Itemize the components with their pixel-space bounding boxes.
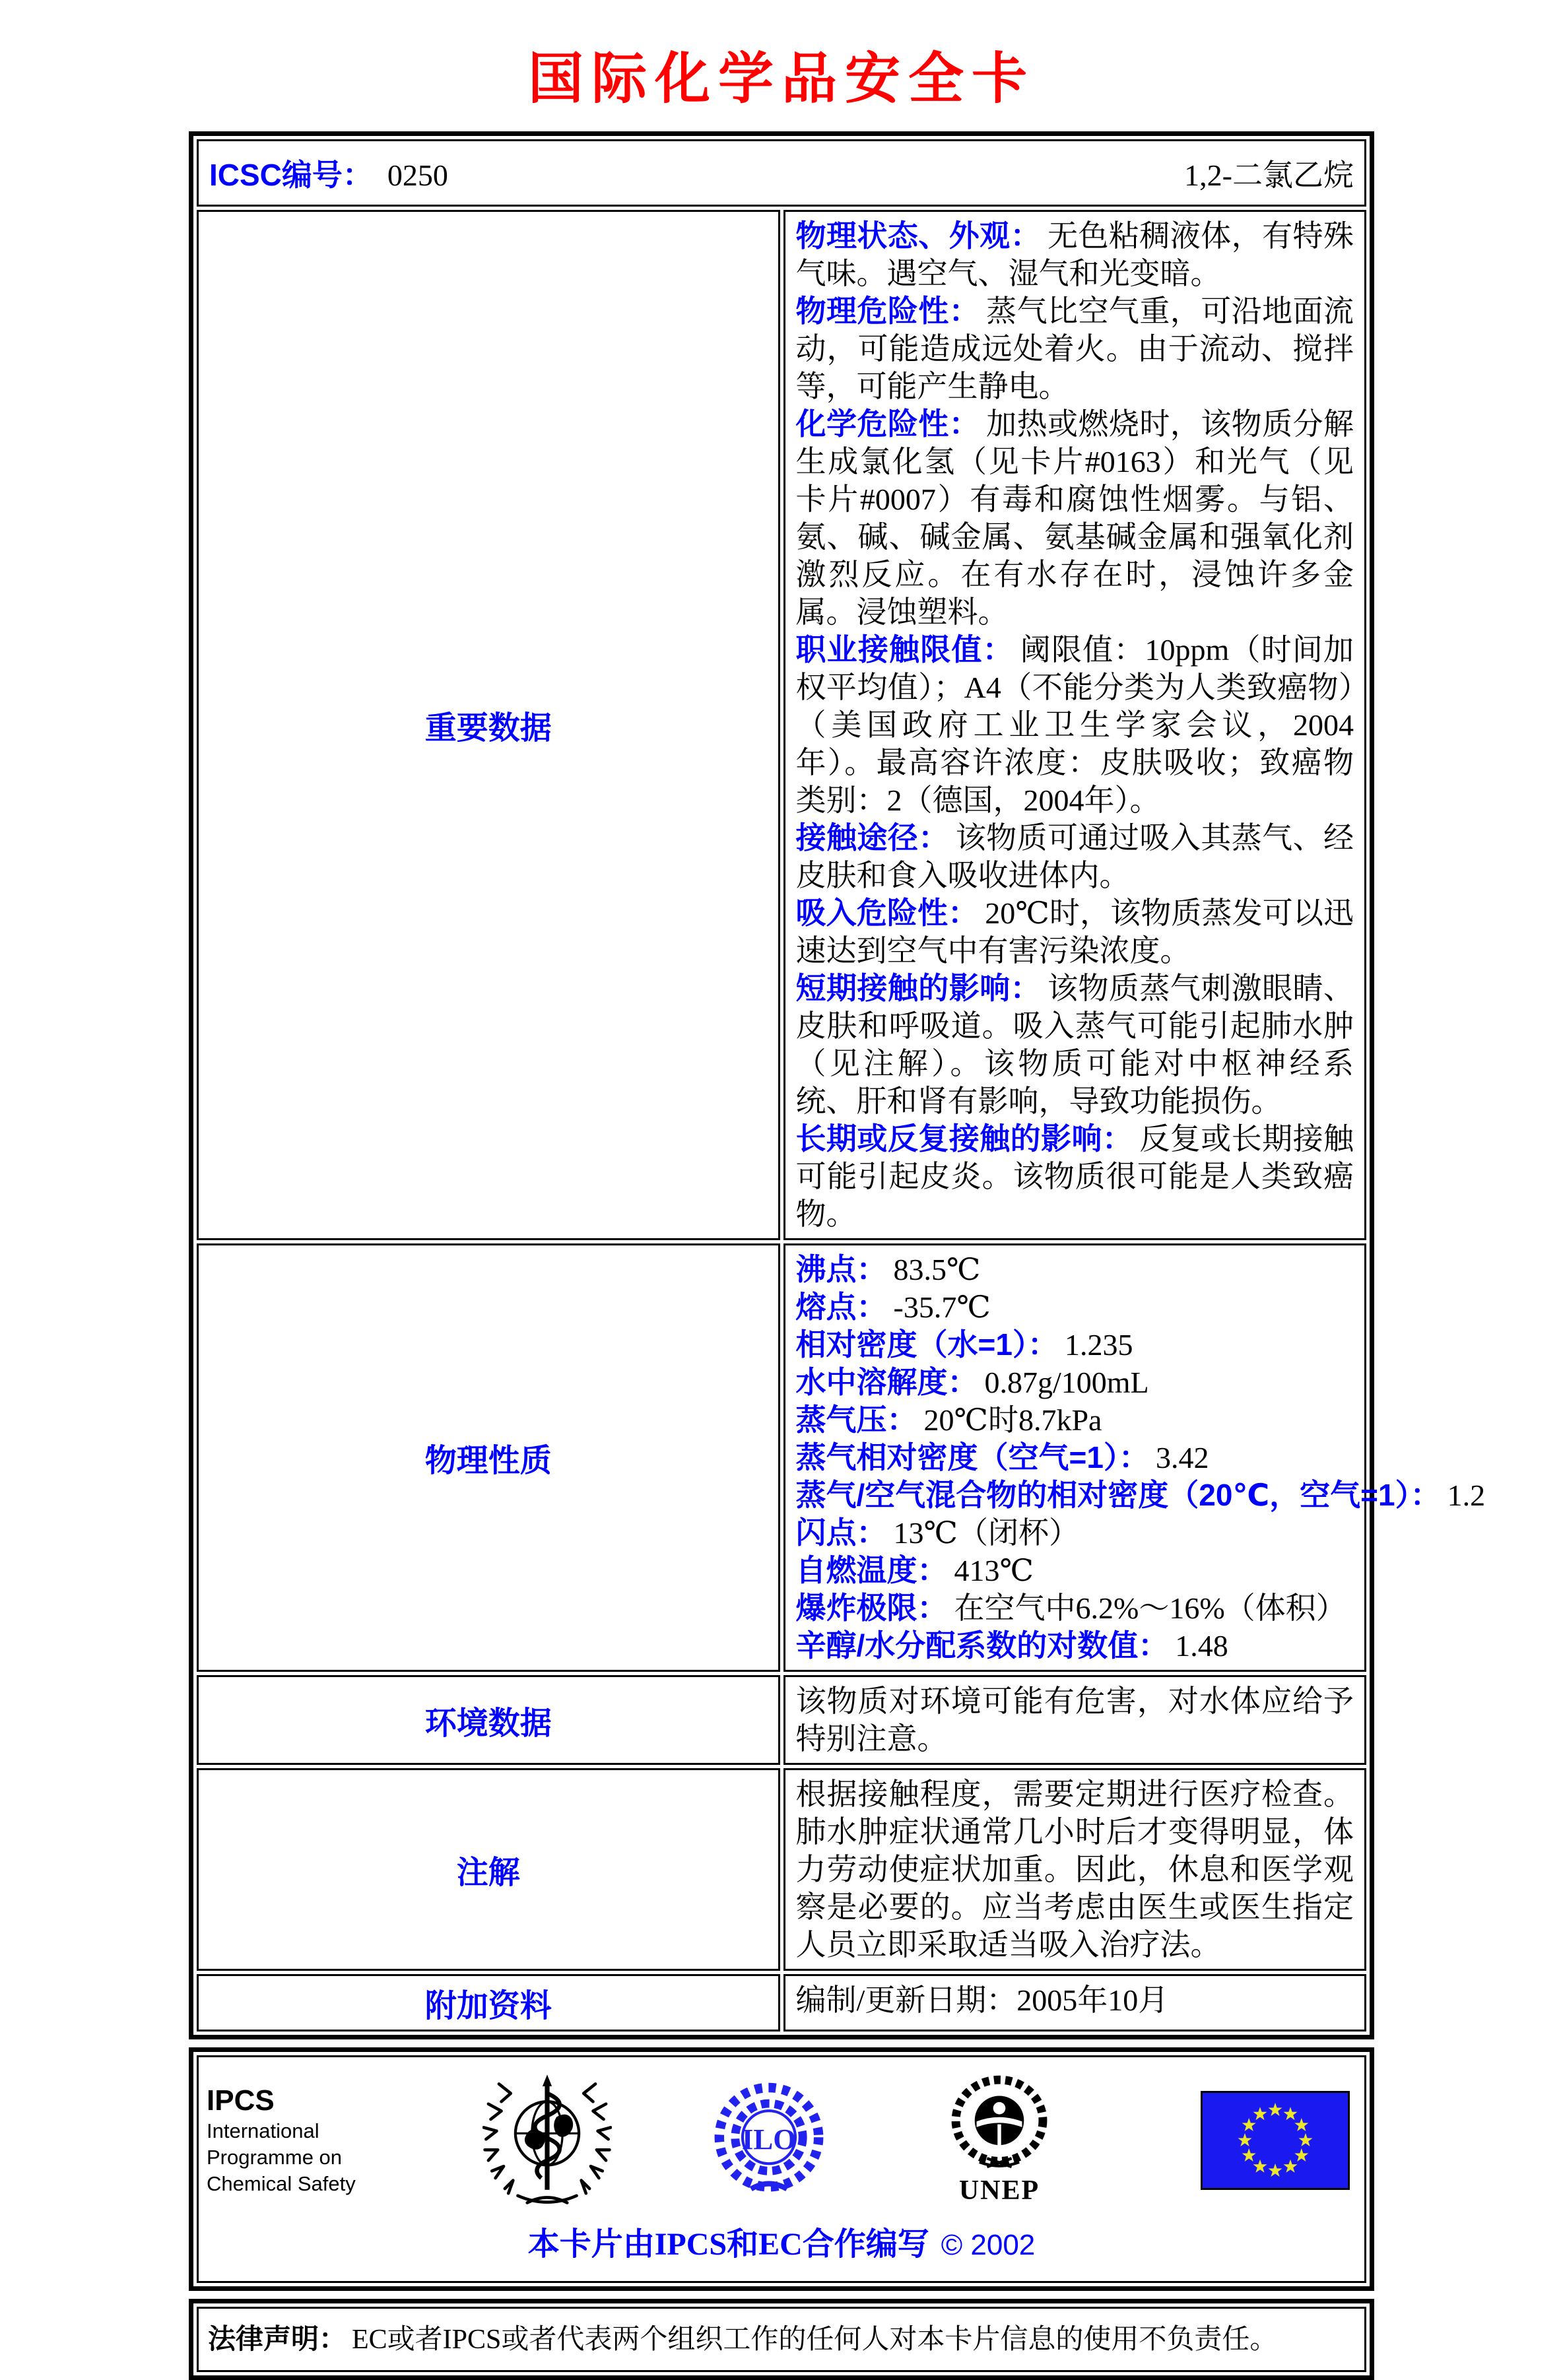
- field-label: 蒸气相对密度（空气=1）：: [795, 1440, 1149, 1474]
- important-item: [796, 970, 1354, 1120]
- ipcs-subtitle-line: Programme on: [207, 2146, 343, 2169]
- icsc-number-group: [209, 151, 448, 195]
- table-row: [197, 1675, 1366, 1765]
- icsc-number-value: 0250: [387, 158, 448, 192]
- field-label: 物理危险性：: [795, 294, 980, 328]
- physical-item: [796, 1288, 1354, 1326]
- physical-item: [795, 1476, 1486, 1514]
- physical-item: [796, 1326, 1354, 1364]
- legal-panel: [189, 2299, 1374, 2380]
- field-text: 加热或燃烧时，该物质分解生成氯化氢（见卡片#0163）和光气（见卡片#0007）有毒和腐蚀性烟雾。与铝、氨、碱、碱金属、氨基碱金属和强氧化剂激烈反应。在有水存在时，浸蚀许多金属。浸蚀塑料。: [795, 407, 1354, 629]
- card-header-cell: [197, 139, 1366, 207]
- field-label: 蒸气/空气混合物的相对密度（20℃，空气=1）：: [795, 1478, 1441, 1512]
- field-label: 化学危险性：: [795, 407, 980, 441]
- field-value: 13℃（闭杯）: [893, 1516, 1079, 1550]
- field-value: 20℃时8.7kPa: [923, 1403, 1102, 1437]
- field-text: 蒸气比空气重，可沿地面流动，可能造成远处着火。由于流动、搅拌等，可能产生静电。: [795, 294, 1354, 403]
- table-row: [197, 1243, 1366, 1672]
- field-label: 长期或反复接触的影响：: [795, 1121, 1133, 1156]
- icsc-number-label: ICSC编号：: [209, 158, 373, 192]
- field-value: 83.5℃: [893, 1253, 981, 1286]
- field-label: 熔点：: [795, 1290, 887, 1324]
- row-label-additional-information: 附加资料: [197, 1974, 780, 2032]
- important-item: [796, 631, 1354, 819]
- field-label: 沸点：: [795, 1252, 887, 1286]
- field-value: 在空气中6.2%～16%（体积）: [954, 1591, 1347, 1625]
- field-label: 辛醇/水分配系数的对数值：: [795, 1628, 1169, 1663]
- field-value: 0.87g/100mL: [984, 1366, 1149, 1399]
- row-label-notes: 注解: [197, 1768, 780, 1971]
- ilo-letters: ILO: [741, 2122, 797, 2156]
- physical-item: [796, 1364, 1354, 1401]
- physical-item: [796, 1439, 1354, 1476]
- field-text: 20℃时，该物质蒸发可以迅速达到空气中有害污染浓度。: [795, 896, 1354, 968]
- who-icon: [482, 2072, 612, 2209]
- field-text: 该物质可通过吸入其蒸气、经皮肤和食入吸收进体内。: [795, 821, 1354, 892]
- field-text: 反复或长期接触可能引起皮炎。该物质很可能是人类致癌物。: [795, 1122, 1354, 1231]
- field-value: 1.2: [1447, 1478, 1486, 1512]
- icsc-card: [189, 34, 1486, 2380]
- field-label: 水中溶解度：: [795, 1365, 978, 1399]
- logos-row: [207, 2072, 1356, 2209]
- physical-item: [796, 1589, 1354, 1627]
- unep-icon: [947, 2075, 1051, 2175]
- important-item: [796, 217, 1354, 292]
- field-value: 413℃: [954, 1554, 1034, 1587]
- field-label: 爆炸极限：: [795, 1591, 948, 1625]
- table-row: [197, 139, 1366, 207]
- unep-label: UNEP: [958, 2175, 1040, 2206]
- field-text: 该物质对环境可能有危害，对水体应给予特别注意。: [795, 1684, 1354, 1756]
- credit-line: [207, 2218, 1356, 2264]
- field-label: 物理状态、外观：: [795, 218, 1042, 253]
- icsc-table: [189, 131, 1486, 2039]
- table-row: [197, 1768, 1366, 1971]
- additional-information-cell: [783, 1974, 1367, 2032]
- row-label-environmental-data: 环境数据: [197, 1675, 780, 1765]
- field-text: 该物质蒸气刺激眼睛、皮肤和呼吸道。吸入蒸气可能引起肺水肿（见注解）。该物质可能对中枢神经系统、肝和肾有影响，导致功能损伤。: [795, 972, 1354, 1118]
- important-item: [796, 405, 1354, 631]
- page-title: 国际化学品安全卡: [527, 49, 1035, 110]
- field-label: 相对密度（水=1）：: [795, 1327, 1058, 1362]
- field-value: 3.42: [1155, 1441, 1209, 1474]
- legal-notice-text: EC或者IPCS或者代表两个组织工作的任何人对本卡片信息的使用不负责任。: [352, 2325, 1278, 2355]
- row-label-physical-properties: 物理性质: [197, 1243, 780, 1672]
- physical-item: [796, 1514, 1354, 1552]
- ipcs-subtitle-line: International: [207, 2119, 319, 2142]
- notes-cell: [783, 1768, 1367, 1971]
- unep-logo-block: [947, 2075, 1051, 2206]
- important-item: [796, 292, 1354, 405]
- physical-item: [796, 1552, 1354, 1589]
- physical-item: [796, 1401, 1354, 1439]
- table-row: [197, 1974, 1366, 2032]
- table-row: [197, 210, 1366, 1240]
- field-text: 根据接触程度，需要定期进行医疗检查。肺水肿症状通常几小时后才变得明显，体力劳动使症状加重。因此，休息和医学观察是必要的。应当考虑由医生或医生指定人员立即采取适当吸入治疗法。: [795, 1777, 1354, 1962]
- field-text: 阈限值：10ppm（时间加权平均值）；A4（不能分类为人类致癌物）（美国政府工业卫生学家会议，2004年）。最高容许浓度：皮肤吸收；致癌物类别：2（德国，2004年）。: [795, 633, 1354, 817]
- ipcs-acronym: IPCS: [207, 2084, 275, 2117]
- physical-item: [796, 1251, 1354, 1288]
- physical-item: [796, 1627, 1354, 1665]
- important-item: [796, 894, 1354, 970]
- field-label: 自燃温度：: [795, 1553, 948, 1587]
- field-text: 无色粘稠液体，有特殊气味。遇空气、湿气和光变暗。: [795, 219, 1354, 290]
- row-label-important-data: 重要数据: [197, 210, 780, 1240]
- legal-panel-inner: [197, 2307, 1366, 2372]
- field-label: 职业接触限值：: [795, 632, 1014, 667]
- field-text: 编制/更新日期：2005年10月: [795, 1983, 1169, 2017]
- legal-notice-label: 法律声明：: [208, 2323, 347, 2354]
- ipcs-subtitle-line: Chemical Safety: [207, 2172, 356, 2195]
- credit-text: 本卡片由IPCS和EC合作编写: [527, 2227, 929, 2262]
- eu-flag-icon: [1201, 2091, 1350, 2190]
- ipcs-text-block: [207, 2084, 405, 2197]
- ilo-icon: [711, 2081, 827, 2200]
- field-label: 闪点：: [795, 1515, 887, 1550]
- important-data-cell: [783, 210, 1367, 1240]
- logos-panel-inner: [197, 2055, 1366, 2283]
- field-label: 接触途径：: [795, 820, 949, 855]
- important-item: [796, 819, 1354, 894]
- environmental-data-cell: [783, 1675, 1367, 1765]
- field-value: -35.7℃: [893, 1290, 991, 1324]
- chemical-name: 1,2-二氯乙烷: [1184, 158, 1354, 192]
- important-item: [796, 1120, 1354, 1233]
- logos-panel: [189, 2047, 1374, 2291]
- physical-properties-cell: [783, 1243, 1486, 1672]
- field-value: 1.235: [1064, 1328, 1133, 1362]
- field-label: 短期接触的影响：: [795, 971, 1042, 1005]
- icsc-page: [0, 34, 1563, 2355]
- field-value: 1.48: [1175, 1629, 1228, 1663]
- copyright-text: © 2002: [941, 2229, 1036, 2261]
- field-label: 蒸气压：: [795, 1403, 917, 1437]
- field-label: 吸入危险性：: [795, 896, 979, 930]
